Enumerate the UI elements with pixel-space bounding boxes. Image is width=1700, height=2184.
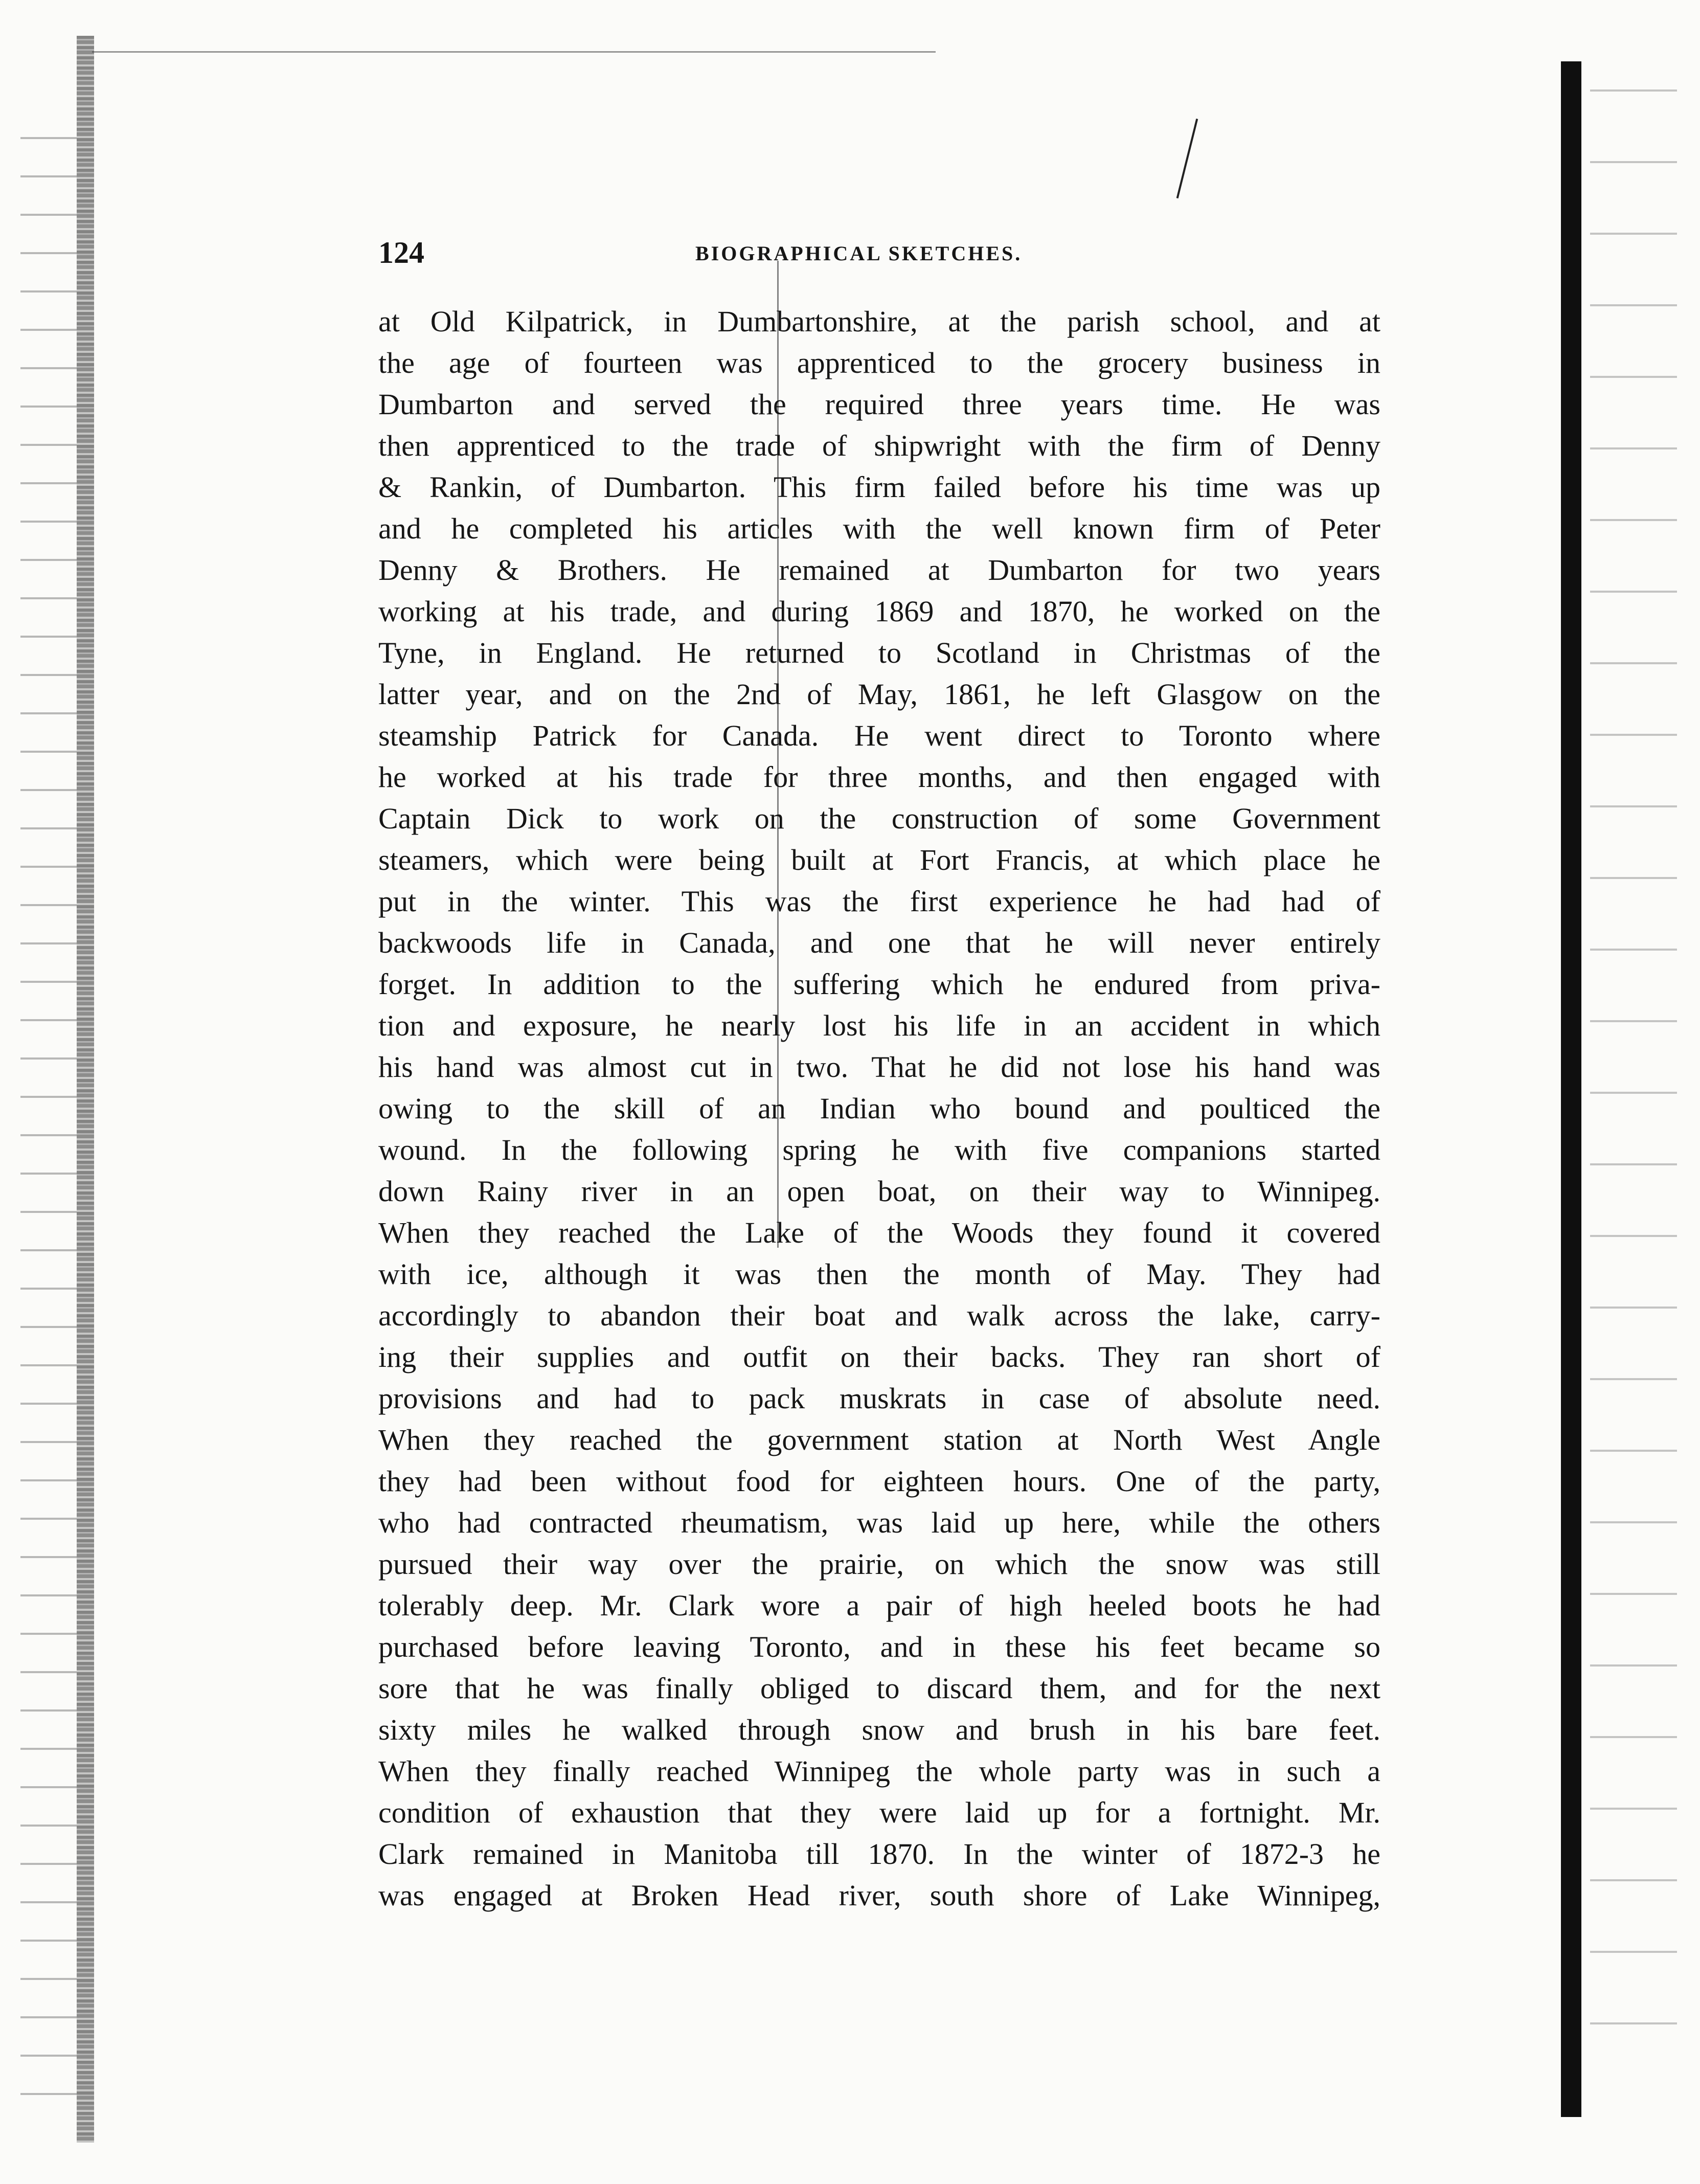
text-line: pursued their way over the prairie, on which the snow was still [378, 1547, 1380, 1581]
text-line: Tyne, in England. He returned to Scotland in Christmas of the [378, 636, 1380, 669]
text-line: the age of fourteen was apprenticed to the grocery business in [378, 346, 1380, 379]
text-line: with ice, although it was then the month of May. They had [378, 1257, 1380, 1291]
text-line: tolerably deep. Mr. Clark wore a pair of high heeled boots he had [378, 1589, 1380, 1622]
text-line: purchased before leaving Toronto, and in these his feet became so [378, 1630, 1380, 1663]
text-line: owing to the skill of an Indian who bound and poulticed the [378, 1092, 1380, 1125]
page-number: 124 [378, 236, 424, 269]
text-line: they had been without food for eighteen hours. One of the party, [378, 1465, 1380, 1498]
scan-top-rule [92, 51, 936, 53]
text-line: who had contracted rheumatism, was laid up here, while the others [378, 1506, 1380, 1539]
scan-noise-left [20, 123, 77, 2117]
text-line: backwoods life in Canada, and one that he will never entirely [378, 926, 1380, 959]
text-line: When they reached the Lake of the Woods they found it covered [378, 1216, 1380, 1249]
text-line: provisions and had to pack muskrats in case of absolute need. [378, 1382, 1380, 1415]
text-line: sixty miles he walked through snow and brush in his bare feet. [378, 1713, 1380, 1746]
text-line: he worked at his trade for three months, and then engaged with [378, 760, 1380, 794]
body-text [378, 301, 1380, 1916]
text-line: forget. In addition to the suffering which he endured from priva- [378, 967, 1380, 1001]
scan-noise-right [1590, 56, 1677, 2076]
text-line: working at his trade, and during 1869 and 1870, he worked on the [378, 595, 1380, 628]
text-line: When they reached the government station at North West Angle [378, 1423, 1380, 1456]
page-header [378, 235, 1375, 276]
text-line: & Rankin, of Dumbarton. This firm failed before his time was up [378, 470, 1380, 504]
text-line: condition of exhaustion that they were laid up for a fortnight. Mr. [378, 1796, 1380, 1829]
text-line: When they finally reached Winnipeg the whole party was in such a [378, 1754, 1380, 1788]
scan-binding-edge [77, 36, 94, 2143]
text-line: his hand was almost cut in two. That he did not lose his hand was [378, 1050, 1380, 1084]
running-head: BIOGRAPHICAL SKETCHES. [695, 242, 1023, 265]
text-line: and he completed his articles with the well known firm of Peter [378, 512, 1380, 545]
text-line: at Old Kilpatrick, in Dumbartonshire, at the parish school, and at [378, 305, 1380, 338]
scan-right-border [1561, 61, 1581, 2117]
text-line: Dumbarton and served the required three years time. He was [378, 388, 1380, 421]
text-line: Denny & Brothers. He remained at Dumbarton for two years [378, 553, 1380, 587]
text-line: latter year, and on the 2nd of May, 1861, he left Glasgow on the [378, 678, 1380, 711]
scan-pen-mark [1176, 119, 1198, 198]
text-line: tion and exposure, he nearly lost his life in an accident in which [378, 1009, 1380, 1042]
text-line: ing their supplies and outfit on their backs. They ran short of [378, 1340, 1380, 1374]
text-line: then apprenticed to the trade of shipwright with the firm of Denny [378, 429, 1380, 462]
text-line: steamship Patrick for Canada. He went direct to Toronto where [378, 719, 1380, 752]
text-line: Captain Dick to work on the construction of some Government [378, 802, 1380, 835]
text-line: put in the winter. This was the first experience he had had of [378, 885, 1380, 918]
text-line: was engaged at Broken Head river, south shore of Lake Winnipeg, [378, 1879, 1380, 1912]
text-line: sore that he was finally obliged to discard them, and for the next [378, 1672, 1380, 1705]
text-line: steamers, which were being built at Fort Francis, at which place he [378, 843, 1380, 876]
text-line: wound. In the following spring he with five companions started [378, 1133, 1380, 1166]
text-line: accordingly to abandon their boat and walk across the lake, carry- [378, 1299, 1380, 1332]
text-line: down Rainy river in an open boat, on their way to Winnipeg. [378, 1175, 1380, 1208]
text-line: Clark remained in Manitoba till 1870. In the winter of 1872-3 he [378, 1837, 1380, 1871]
